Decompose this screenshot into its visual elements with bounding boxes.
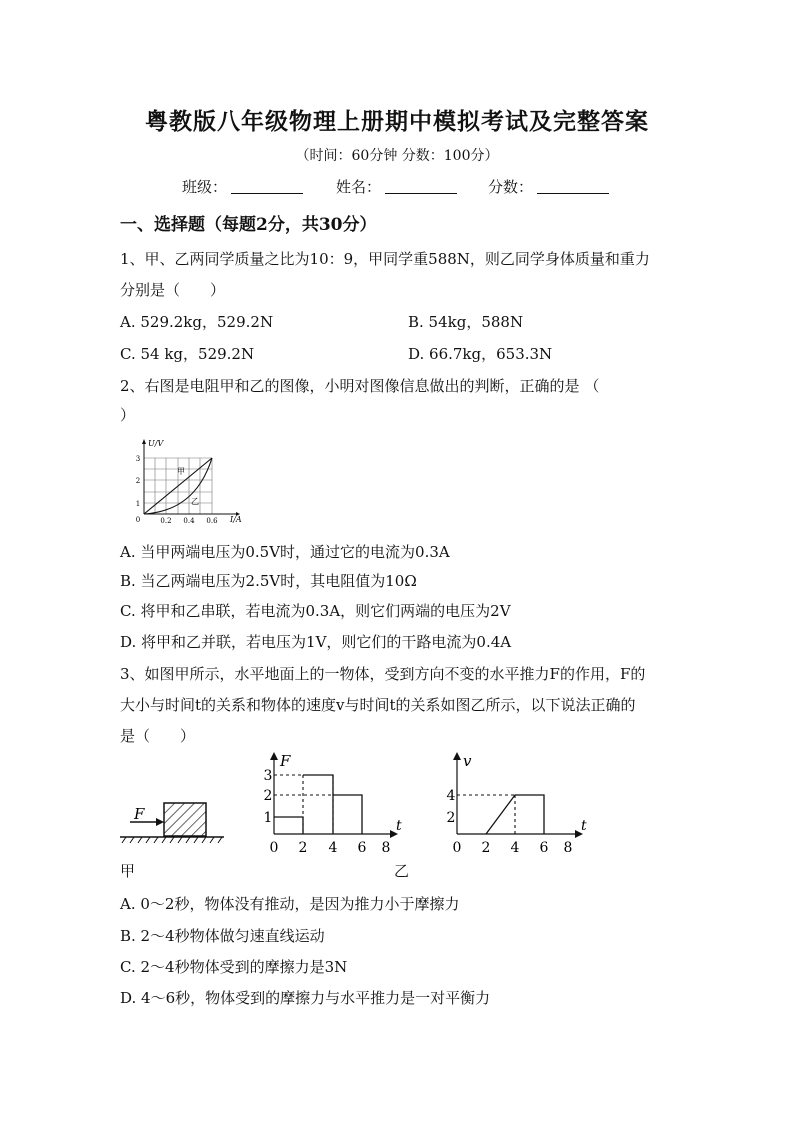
t-axis-label: t [396,818,402,834]
q3-option-c: C. 2～4秒物体受到的摩擦力是3N [120,958,348,976]
name-label: 姓名： [336,178,382,196]
label-yi: 乙 [191,497,199,506]
v-tick-4: 4 [446,788,456,804]
q3-option-b: B. 2～4秒物体做匀速直线运动 [120,927,325,945]
q2-option-b: B. 当乙两端电压为2.5V时，其电阻值为10Ω [120,572,417,590]
q1-stem-line2: 分别是（ ） [120,281,226,299]
q2-stem-line2: ） [120,406,136,424]
ft-tick-8: 8 [381,840,391,856]
score-blank[interactable] [537,179,609,194]
force-label: F [134,805,145,823]
figure-jia-label: 甲 [120,862,136,880]
i-tick-0: 0 [135,516,141,524]
u-tick-3: 3 [135,455,141,463]
name-field [336,176,457,197]
q3-stem-line2: 大小与时间t的关系和物体的速度v与时间t的关系如图乙所示，以下说法正确的 [120,696,636,714]
q2-option-d: D. 将甲和乙并联，若电压为1V，则它们的干路电流为0.4A [120,633,512,651]
u-tick-1: 1 [135,500,141,508]
class-label: 班级： [182,178,228,196]
v-t-graph [443,750,595,856]
f-axis-label: F [280,752,291,770]
q3-option-d: D. 4～6秒，物体受到的摩擦力与水平推力是一对平衡力 [120,989,491,1007]
q2-option-a: A. 当甲两端电压为0.5V时，通过它的电流为0.3A [120,543,450,561]
name-blank[interactable] [385,179,457,194]
vt-tick-6: 6 [539,840,549,856]
section-heading: 一、选择题（每题2分，共30分） [120,215,377,235]
force-2-4 [303,775,333,834]
score-field [488,176,609,197]
ft-tick-0: 0 [269,840,279,856]
f-tick-1: 1 [263,810,273,826]
vt-tick-0: 0 [452,840,462,856]
vt-tick-4: 4 [510,840,520,856]
v-tick-2: 2 [446,810,456,826]
q1-option-b: B. 54kg，588N [408,313,524,331]
f-tick-3: 3 [263,768,273,784]
force-0-2 [274,817,303,834]
q1-option-d: D. 66.7kg，653.3N [408,345,553,363]
u-axis-label: U/V [148,439,164,448]
u-tick-2: 2 [135,477,141,485]
q3-stem-line1: 3、如图甲所示，水平地面上的一物体，受到方向不变的水平推力F的作用，F的 [120,665,646,683]
score-label: 分数： [488,178,534,196]
i-axis-label: I/A [230,515,242,524]
block-figure [118,790,230,848]
iu-graph [124,436,254,528]
v-axis-label: v [463,752,472,770]
q2-stem-line1: 2、右图是电阻甲和乙的图像，小明对图像信息做出的判断，正确的是 （ [120,377,600,395]
i-tick-0-2: 0.2 [160,517,172,525]
q1-option-c: C. 54 kg，529.2N [120,345,255,363]
i-tick-0-4: 0.4 [183,517,195,525]
ft-tick-2: 2 [298,840,308,856]
label-jia: 甲 [177,467,185,476]
q2-option-c: C. 将甲和乙串联，若电流为0.3A，则它们两端的电压为2V [120,602,511,620]
exam-info: （时间：60分钟 分数：100分） [295,148,499,164]
i-tick-0-6: 0.6 [206,517,218,525]
vt-t-axis-label: t [581,818,587,834]
f-t-graph [254,750,406,856]
class-field [182,176,303,197]
q3-option-a: A. 0～2秒，物体没有推动，是因为推力小于摩擦力 [120,895,460,913]
class-blank[interactable] [231,179,303,194]
f-tick-2: 2 [263,788,273,804]
q3-stem-line3: 是（ ） [120,727,196,745]
block [164,803,206,836]
force-4-6 [333,795,362,834]
vt-tick-8: 8 [563,840,573,856]
vt-tick-2: 2 [481,840,491,856]
figure-yi-label: 乙 [394,862,410,880]
ft-tick-4: 4 [328,840,338,856]
page-title: 粤教版八年级物理上册期中模拟考试及完整答案 [145,108,649,135]
q1-option-a: A. 529.2kg，529.2N [120,313,274,331]
ft-tick-6: 6 [357,840,367,856]
q1-stem-line1: 1、甲、乙两同学质量之比为10：9，甲同学重588N，则乙同学身体质量和重力 [120,250,650,268]
